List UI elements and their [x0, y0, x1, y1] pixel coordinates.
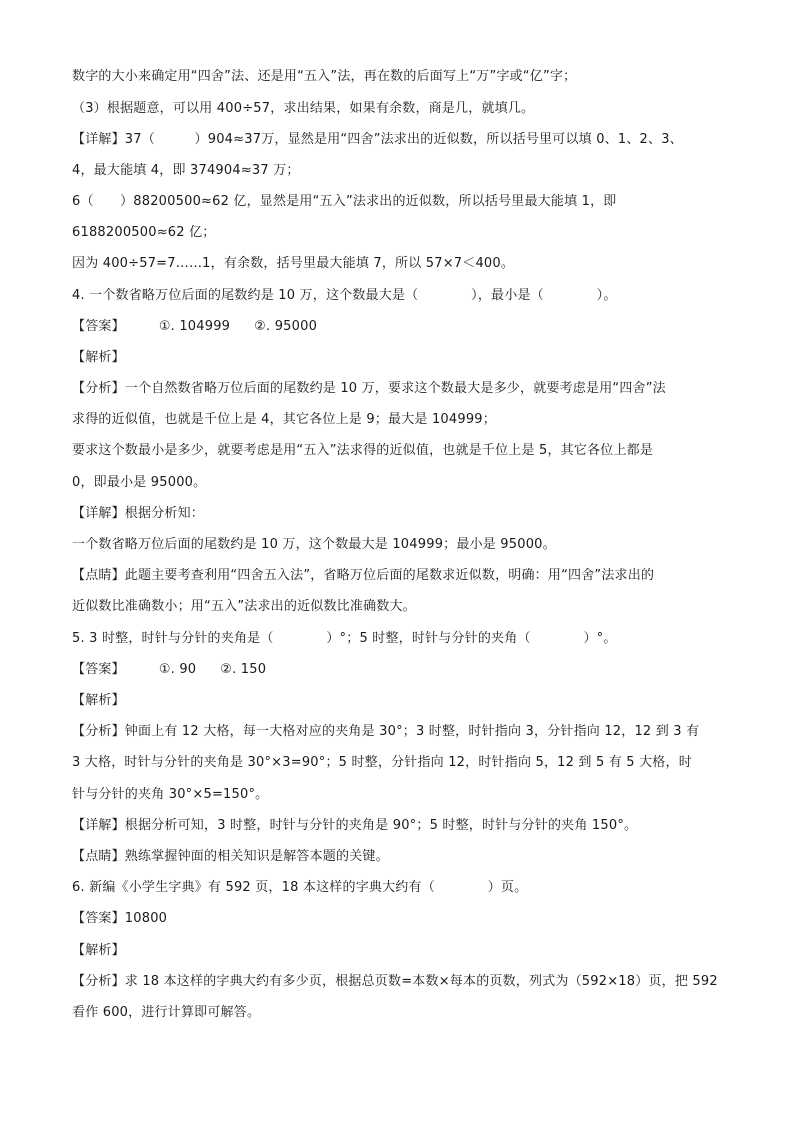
- text-line: 4，最大能填 4，即 374904≈37 万；: [72, 163, 300, 178]
- text-line: 针与分针的夹角 30°×5=150°。: [72, 787, 269, 802]
- text-line: （3）根据题意，可以用 400÷57，求出结果，如果有余数，商是几，就填几。: [72, 101, 535, 116]
- text-line: 0，即最小是 95000。: [72, 475, 207, 490]
- text-line: 3 大格，时针与分针的夹角是 30°×3=90°；5 时整，分针指向 12，时针指向 5，12 到 5 有 5 大格，时: [72, 755, 692, 770]
- answer-row-q6: 【答案】10800: [72, 911, 168, 926]
- answer-label: 【答案】: [72, 319, 125, 334]
- answer-label: 【答案】: [72, 662, 125, 677]
- text-line: 【分析】求 18 本这样的字典大约有多少页，根据总页数=本数×每本的页数，列式为（592×18）页，把 592: [72, 974, 718, 989]
- text-line: 求得的近似值，也就是千位上是 4，其它各位上是 9；最大是 104999；: [72, 412, 496, 427]
- text-line: 近似数比准确数小；用“五入”法求出的近似数比准确数大。: [72, 599, 416, 614]
- text-line: 【点睛】熟练掌握钟面的相关知识是解答本题的关键。: [72, 849, 389, 864]
- question-5: 5. 3 时整，时针与分针的夹角是（ ）°；5 时整，时针与分针的夹角（ ）°。: [72, 631, 617, 646]
- text-line: 6188200500≈62 亿；: [72, 225, 216, 240]
- text-line: 6（ ）88200500≈62 亿，显然是用“五入”法求出的近似数，所以括号里最大能填 1，即: [72, 194, 617, 209]
- text-line: 【详解】根据分析可知，3 时整，时针与分针的夹角是 90°；5 时整，时针与分针的夹角 150°。: [72, 818, 638, 833]
- text-line: 【分析】一个自然数省略万位后面的尾数约是 10 万，要求这个数最大是多少，就要考虑是用“四舍”法: [72, 381, 666, 396]
- text-line: 看作 600，进行计算即可解答。: [72, 1005, 261, 1020]
- answer-value: ②. 95000: [254, 319, 318, 334]
- answer-value: ①. 90: [158, 662, 197, 677]
- text-line: 数字的大小来确定用“四舍”法、还是用“五入”法，再在数的后面写上“万”字或“亿”字；: [72, 69, 577, 84]
- analysis-label: 【解析】: [72, 693, 125, 708]
- answer-row-q4: [72, 318, 732, 336]
- text-line: 要求这个数最小是多少，就要考虑是用“五入”法求得的近似值，也就是千位上是 5，其它各位上都是: [72, 443, 654, 458]
- question-6: 6. 新编《小学生字典》有 592 页，18 本这样的字典大约有（ ）页。: [72, 880, 528, 895]
- text-line: 【点睛】此题主要考查利用“四舍五入法”，省略万位后面的尾数求近似数，明确：用“四舍”法求出的: [72, 568, 655, 583]
- analysis-label: 【解析】: [72, 350, 125, 365]
- answer-row-q5: [72, 661, 732, 679]
- text-line: 因为 400÷57=7……1，有余数，括号里最大能填 7，所以 57×7＜400。: [72, 256, 515, 271]
- answer-value: ①. 104999: [158, 319, 231, 334]
- text-line: 一个数省略万位后面的尾数约是 10 万，这个数最大是 104999；最小是 95000。: [72, 537, 556, 552]
- text-line: 【详解】根据分析知：: [72, 506, 205, 521]
- text-line: 【详解】37（ ）904≈37万，显然是用“四舍”法求出的近似数，所以括号里可以填 0、1、2、3、: [72, 132, 683, 147]
- answer-value: ②. 150: [220, 662, 267, 677]
- text-line: 【分析】钟面上有 12 大格，每一大格对应的夹角是 30°；3 时整，时针指向 3，分针指向 12，12 到 3 有: [72, 724, 700, 739]
- question-4: 4. 一个数省略万位后面的尾数约是 10 万，这个数最大是（ ），最小是（ ）。: [72, 288, 617, 303]
- analysis-label: 【解析】: [72, 943, 125, 958]
